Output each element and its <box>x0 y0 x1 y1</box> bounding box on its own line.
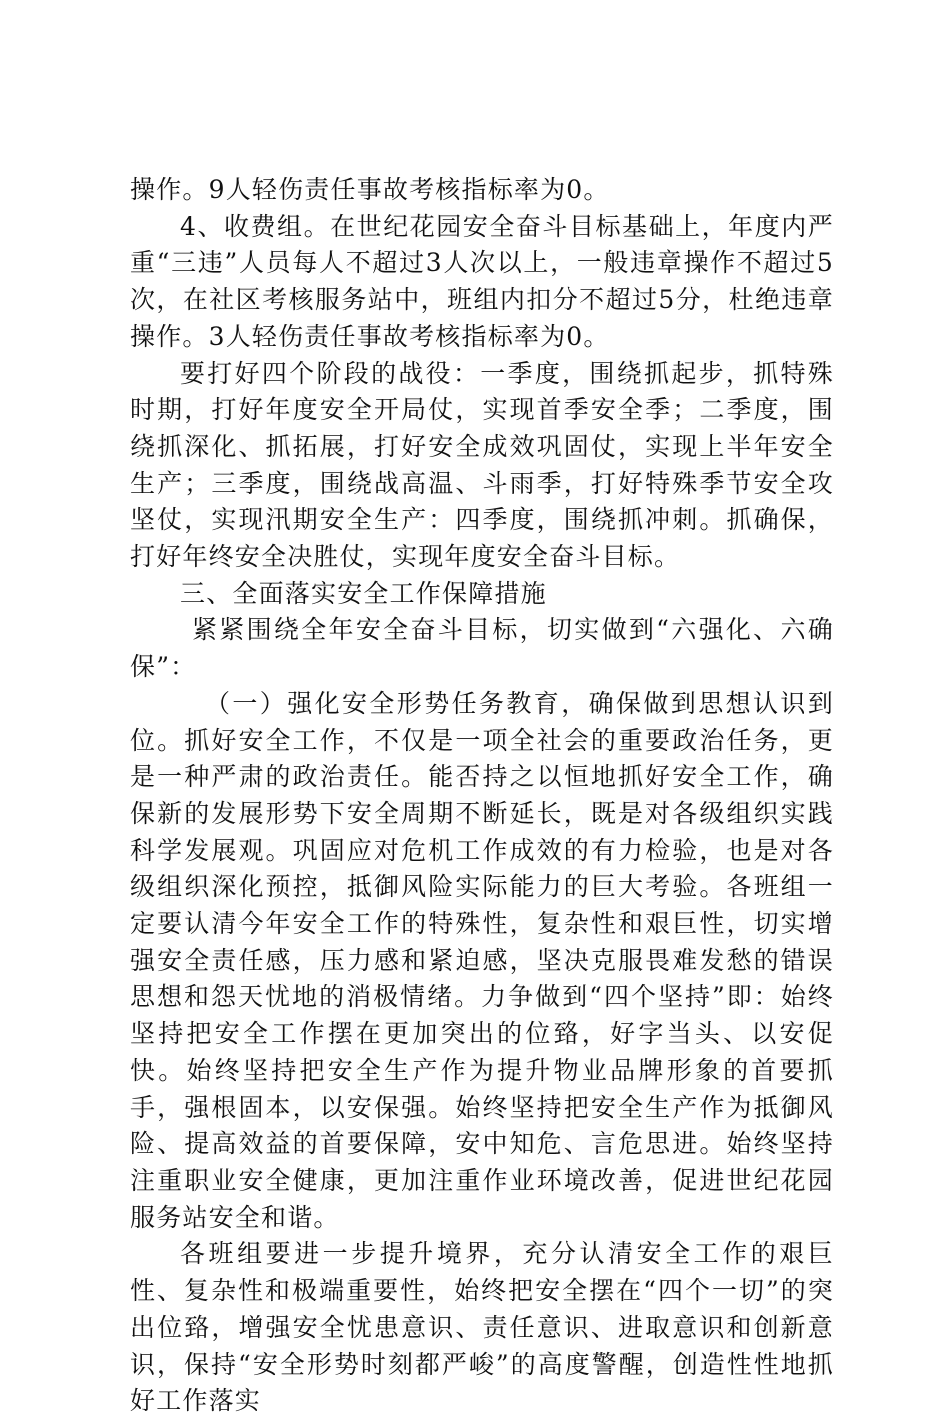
paragraph-continuation: 操作。9人轻伤责任事故考核指标率为0。 <box>130 175 610 204</box>
paragraph-six-strengthen: 紧紧围绕全年安全奋斗目标，切实做到“六强化、六确保”： <box>130 615 834 682</box>
paragraph-team-improve: 各班组要进一步提升境界，充分认清安全工作的艰巨性、复杂性和极端重要性，始终把安全摆在“四个一切”的突出位臵，增强安全忧患意识、责任意识、进取意识和创新意识，保持“安全形势时刻都严峻”的高度警醒，创造性性地抓好工作落实 <box>130 1239 834 1416</box>
section-heading-3: 三、全面落实安全工作保障措施 <box>180 578 547 608</box>
document-body <box>130 172 834 1420</box>
paragraph-fee-group: 4、收费组。在世纪花园安全奋斗目标基础上，年度内严重“三违”人员每人不超过3人次以上，一般违章操作不超过5次，在社区考核服务站中，班组内扣分不超过5分，杜绝违章操作。3人轻伤责任事故考核指标率为0。 <box>130 211 834 351</box>
paragraph-item-1: （一）强化安全形势任务教育，确保做到思想认识到位。抓好安全工作，不仅是一项全社会的重要政治任务，更是一种严肃的政治责任。能否持之以恒地抓好安全工作，确保新的发展形势下安全周期不断延长，既是对各级组织实践科学发展观。巩固应对危机工作成效的有力检验，也是对各级组织深化预控，抵御风险实际能力的巨大考验。各班组一定要认清今年安全工作的特殊性，复杂性和艰巨性，切实增强安全责任感，压力感和紧迫感，坚决克服畏难发愁的错误思想和怨天忧地的消极情绪。力争做到“四个坚持”即：始终坚持把安全工作摆在更加突出的位臵，好字当头、以安促快。始终坚持把安全生产作为提升物业品牌形象的首要抓手，强根固本，以安保强。始终坚持把安全生产作为抵御风险、提高效益的首要保障，安中知危、言危思进。始终坚持注重职业安全健康，更加注重作业环境改善，促进世纪花园服务站安全和谐。 <box>130 688 834 1232</box>
paragraph-four-stages: 要打好四个阶段的战役：一季度，围绕抓起步，抓特殊时期，打好年度安全开局仗，实现首季安全季；二季度，围绕抓深化、抓拓展，打好安全成效巩固仗，实现上半年安全生产；三季度，围绕战高温、斗雨季，打好特殊季节安全攻坚仗，实现汛期安全生产：四季度，围绕抓冲刺。抓确保，打好年终安全决胜仗，实现年度安全奋斗目标。 <box>130 358 834 572</box>
